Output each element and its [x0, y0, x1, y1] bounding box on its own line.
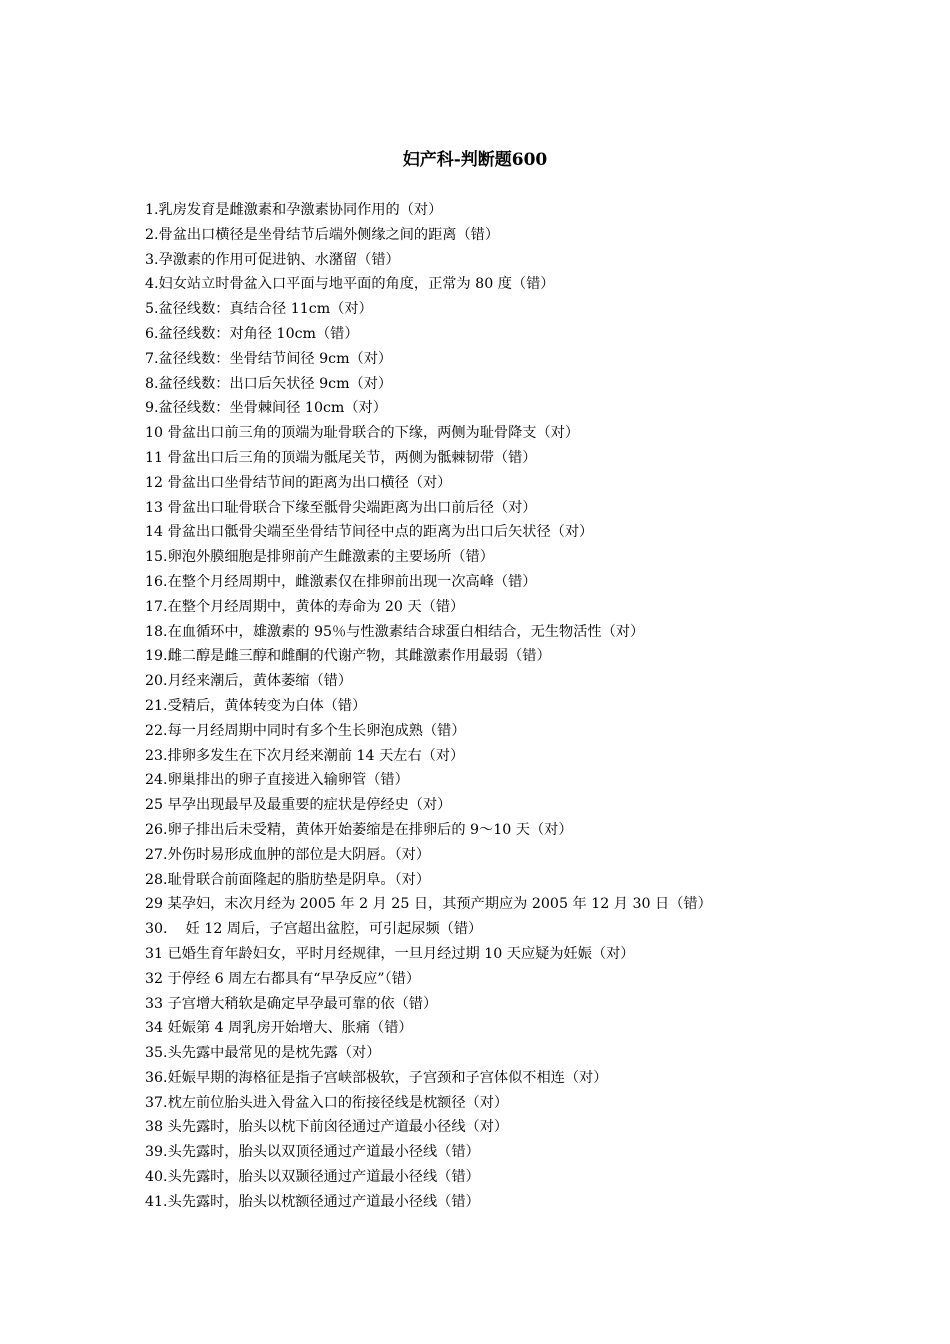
question-item: 37.枕左前位胎头进入骨盆入口的衔接径线是枕额径（对） [145, 1094, 509, 1111]
question-item: 18.在血循环中，雄激素的 95％与性激素结合球蛋白相结合，无生物活性（对） [145, 623, 645, 640]
question-item: 38 头先露时，胎头以枕下前囟径通过产道最小径线（对） [145, 1119, 509, 1136]
question-item: 30. 妊 12 周后，子宫超出盆腔，可引起尿频（错） [145, 921, 483, 938]
question-item: 19.雌二醇是雌三醇和雌酮的代谢产物，其雌激素作用最弱（错） [145, 648, 551, 665]
question-item: 33 子宫增大稍软是确定早孕最可靠的依（错） [145, 995, 438, 1012]
question-item: 6.盆径线数：对角径 10cm（错） [145, 325, 359, 342]
question-list [145, 198, 925, 1215]
question-item: 15.卵泡外膜细胞是排卵前产生雌激素的主要场所（错） [145, 549, 494, 566]
question-item: 25 早孕出现最早及最重要的症状是停经史（对） [145, 797, 452, 814]
question-item: 10 骨盆出口前三角的顶端为耻骨联合的下缘，两侧为耻骨降支（对） [145, 425, 580, 442]
question-item: 21.受精后，黄体转变为白体（错） [145, 697, 367, 714]
question-item: 36.妊娠早期的海格征是指子宫峡部极软，子宫颈和子宫体似不相连（对） [145, 1069, 608, 1086]
document-title: 妇产科-判断题600 [402, 150, 548, 170]
question-item: 9.盆径线数：坐骨棘间径 10cm（对） [145, 400, 387, 417]
question-item: 32 于停经 6 周左右都具有“早孕反应”（错） [145, 970, 421, 987]
question-item: 3.孕激素的作用可促进钠、水潴留（错） [145, 251, 400, 268]
question-item: 1.乳房发育是雌激素和孕激素协同作用的（对） [145, 202, 443, 218]
question-item: 2.骨盆出口横径是坐骨结节后端外侧缘之间的距离（错） [145, 226, 500, 243]
question-item: 11 骨盆出口后三角的顶端为骶尾关节，两侧为骶棘韧带（错） [145, 449, 537, 466]
question-item: 31 已婚生育年龄妇女，平时月经规律，一旦月经过期 10 天应疑为妊娠（对） [145, 945, 635, 962]
question-item: 16.在整个月经周期中，雌激素仅在排卵前出现一次高峰（错） [145, 573, 537, 590]
question-item: 34 妊娠第 4 周乳房开始增大、胀痛（错） [145, 1020, 413, 1037]
question-item: 39.头先露时，胎头以双顶径通过产道最小径线（错） [145, 1144, 480, 1161]
question-item: 13 骨盆出口耻骨联合下缘至骶骨尖端距离为出口前后径（对） [145, 499, 537, 516]
question-item: 17.在整个月经周期中，黄体的寿命为 20 天（错） [145, 598, 465, 615]
question-item: 22.每一月经周期中同时有多个生长卵泡成熟（错） [145, 722, 466, 739]
question-item: 5.盆径线数：真结合径 11cm（对） [145, 301, 373, 318]
question-item: 12 骨盆出口坐骨结节间的距离为出口横径（对） [145, 474, 452, 491]
question-item: 8.盆径线数：出口后矢状径 9cm（对） [145, 375, 393, 392]
question-item: 40.头先露时，胎头以双颞径通过产道最小径线（错） [145, 1169, 480, 1186]
question-item: 20.月经来潮后，黄体萎缩（错） [145, 673, 353, 690]
question-item: 35.头先露中最常见的是枕先露（对） [145, 1045, 381, 1062]
question-item: 29 某孕妇，末次月经为 2005 年 2 月 25 日，其预产期应为 2005 年 12 月 30 日（错） [145, 896, 712, 913]
question-item: 28.耻骨联合前面隆起的脂肪垫是阴阜。（对） [145, 871, 431, 888]
question-item: 7.盆径线数：坐骨结节间径 9cm（对） [145, 350, 393, 367]
question-item: 27.外伤时易形成血肿的部位是大阴唇。（对） [145, 846, 431, 863]
question-item: 4.妇女站立时骨盆入口平面与地平面的角度，正常为 80 度（错） [145, 276, 555, 293]
question-item: 23.排卵多发生在下次月经来潮前 14 天左右（对） [145, 747, 465, 764]
question-item: 24.卵巢排出的卵子直接进入输卵管（错） [145, 772, 409, 789]
question-item: 14 骨盆出口骶骨尖端至坐骨结节间径中点的距离为出口后矢状径（对） [145, 524, 594, 541]
question-item: 26.卵子排出后未受精，黄体开始萎缩是在排卵后的 9～10 天（对） [145, 821, 573, 838]
question-item: 41.头先露时，胎头以枕额径通过产道最小径线（错） [145, 1193, 480, 1210]
